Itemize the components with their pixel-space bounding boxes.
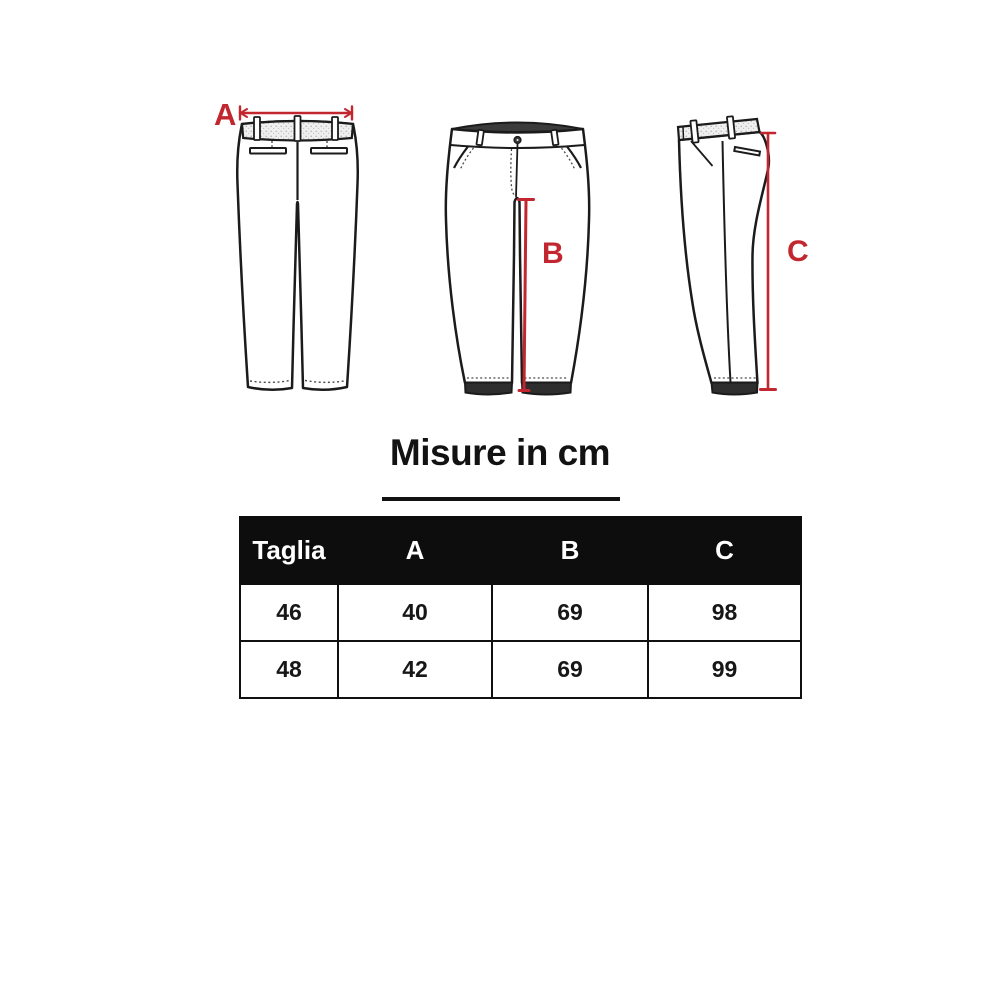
table-header-a: A <box>338 517 492 584</box>
size-46-a: 40 <box>338 584 492 641</box>
size-48-c: 99 <box>648 641 801 698</box>
table-header-row <box>240 517 801 584</box>
measure-label-b: B <box>542 237 564 270</box>
table-header-c: C <box>648 517 801 584</box>
pants-side-view-drawing <box>665 105 785 405</box>
pants-front-view-drawing <box>440 105 605 405</box>
page-title: Misure in cm <box>389 432 611 473</box>
size-46-taglia: 46 <box>240 584 338 641</box>
table-row-size-48 <box>240 641 801 698</box>
size-46-c: 98 <box>648 584 801 641</box>
size-48-a: 42 <box>338 641 492 698</box>
table-row-size-46 <box>240 584 801 641</box>
measure-label-a: A <box>214 97 237 132</box>
waist-button <box>514 137 521 144</box>
title-underline <box>382 497 620 501</box>
size-46-b: 69 <box>492 584 648 641</box>
table-header-taglia: Taglia <box>240 517 338 584</box>
size-table <box>239 516 802 699</box>
size-48-taglia: 48 <box>240 641 338 698</box>
measure-label-c: C <box>787 235 809 268</box>
table-header-b: B <box>492 517 648 584</box>
size-48-b: 69 <box>492 641 648 698</box>
side-fly-edge <box>683 127 684 140</box>
pants-back-view-drawing <box>214 97 370 405</box>
front-inner-waistband <box>452 123 583 133</box>
